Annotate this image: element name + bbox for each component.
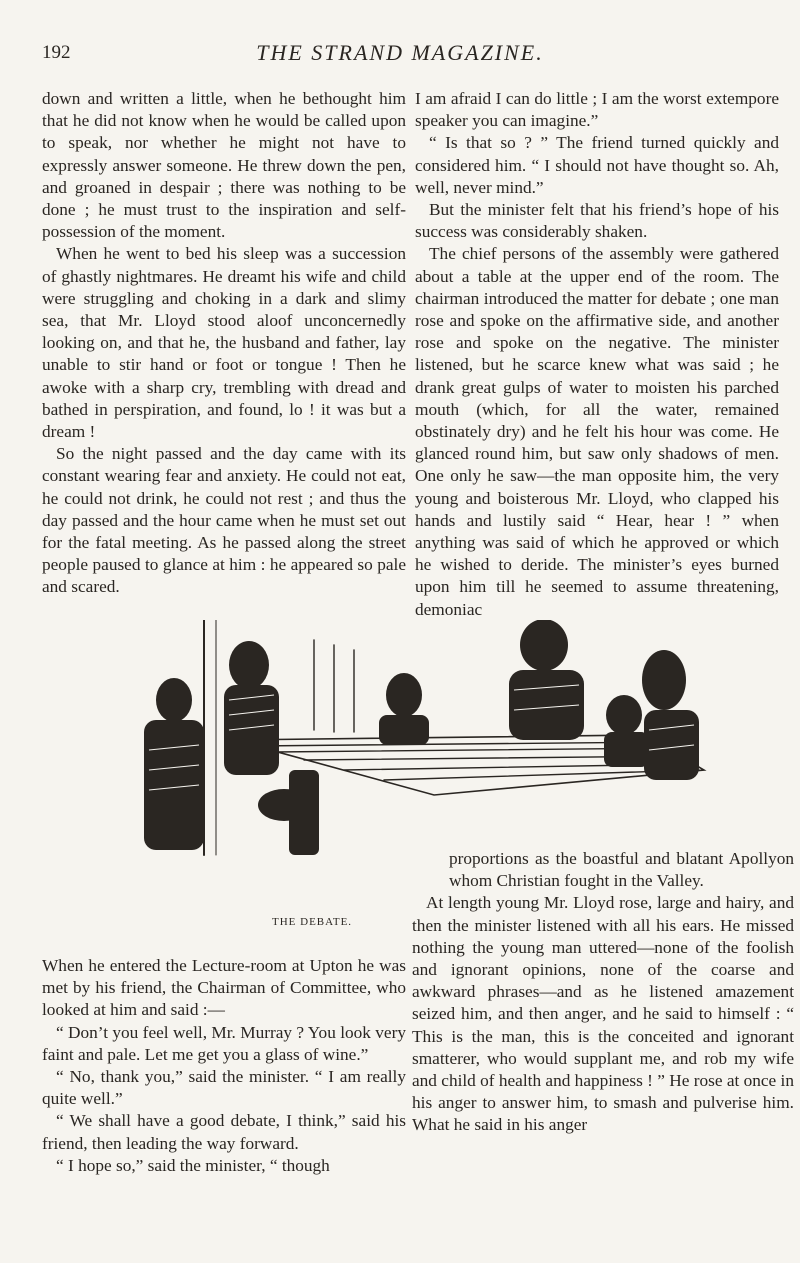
page-number: 192 — [42, 42, 71, 63]
paragraph: “ No, thank you,” said the minister. “ I am really quite well.” — [42, 1067, 406, 1109]
debate-illustration — [104, 620, 716, 860]
left-column-top — [42, 88, 406, 599]
paragraph: But the minister felt that his friend’s hope of his success was considerably shaken. — [415, 200, 779, 242]
paragraph: “ I hope so,” said the minister, “ though — [56, 1155, 330, 1175]
illustration-caption: THE DEBATE. — [272, 916, 353, 928]
running-title: THE STRAND MAGAZINE. — [256, 40, 544, 65]
paragraph: “ Is that so ? ” The friend turned quickly and considered him. “ I should not have thought so. Ah, well, never mind.” — [415, 133, 779, 197]
paragraph: When he went to bed his sleep was a succession of ghastly nightmares. He dreamt his wife and child were struggling and choking in a dark and slimy sea, that Mr. Lloyd stood aloof unconcernedly looking on, and that he, the husband and father, lay unable to stir hand or foot or tongue ! Then he awoke with a sharp cry, trembling with dread and bathed in perspiration, and found, lo ! it was but a dream ! — [42, 244, 406, 442]
left-column-bottom — [42, 955, 406, 1177]
paragraph: down and written a little, when he bethought him that he did not know when he would be called upon to speak, nor whether he might not have to expressly answer someone. He threw down the pen, and groaned in despair ; there was nothing to be done ; he must trust to the inspiration and self-possession of the moment. — [42, 89, 406, 242]
paragraph: When he entered the Lecture-room at Upton he was met by his friend, the Chairman of Committee, who looked at him and said :— — [42, 956, 406, 1020]
paragraph: At length young Mr. Lloyd rose, large and hairy, and then the minister listened with all his ears. He missed nothing the young man uttered—none of the foolish and ignorant opinions, none of the coarse and awkward phrases—and as he listened amazement seized him, and then anger, and he said to himself : “ This is the man, this is the conceited and ignorant smatterer, who would supplant me, and rob my wife and child of health and happiness ! ” He rose at once in his anger to answer him, to smash and pulverise him. What he said in his anger — [412, 893, 794, 1135]
right-column-bottom — [412, 848, 794, 1137]
paragraph: “ Don’t you feel well, Mr. Murray ? You look very faint and pale. Let me get you a glass of wine.” — [42, 1022, 406, 1064]
right-column-top — [415, 88, 779, 621]
paragraph: The chief persons of the assembly were gathered about a table at the upper end of the room. The chairman introduced the matter for debate ; one man rose and spoke on the affirmative side, and another rose and spoke on the negative. The minister listened, but he scarce knew what was said ; he drank great gulps of water to moisten his parched mouth (which, for all the water, remained obstinately dry) and he felt his hour was come. He glanced round him, but saw only shadows of men. One only he saw—the man opposite him, the very young and boisterous Mr. Lloyd, who clapped his hands and lustily said “ Hear, hear ! ” when anything was said of which he approved or which he wished to deride. The minister’s eyes burned upon him till he seemed to assume threatening, demoniac — [415, 244, 779, 619]
paragraph: So the night passed and the day came with its constant wearing fear and anxiety. He could not eat, he could not drink, he could not rest ; and thus the day passed and the hour came when he must set out for the fatal meeting. As he passed along the street people paused to glance at him : he appeared so pale and scared. — [42, 444, 406, 597]
paragraph: I am afraid I can do little ; I am the worst extempore speaker you can imagine.” — [415, 89, 779, 131]
paragraph: proportions as the boastful and blatant Apollyon whom Christian fought in the Valley. — [449, 849, 794, 891]
paragraph: “ We shall have a good debate, I think,” said his friend, then leading the way forward. — [42, 1111, 406, 1153]
